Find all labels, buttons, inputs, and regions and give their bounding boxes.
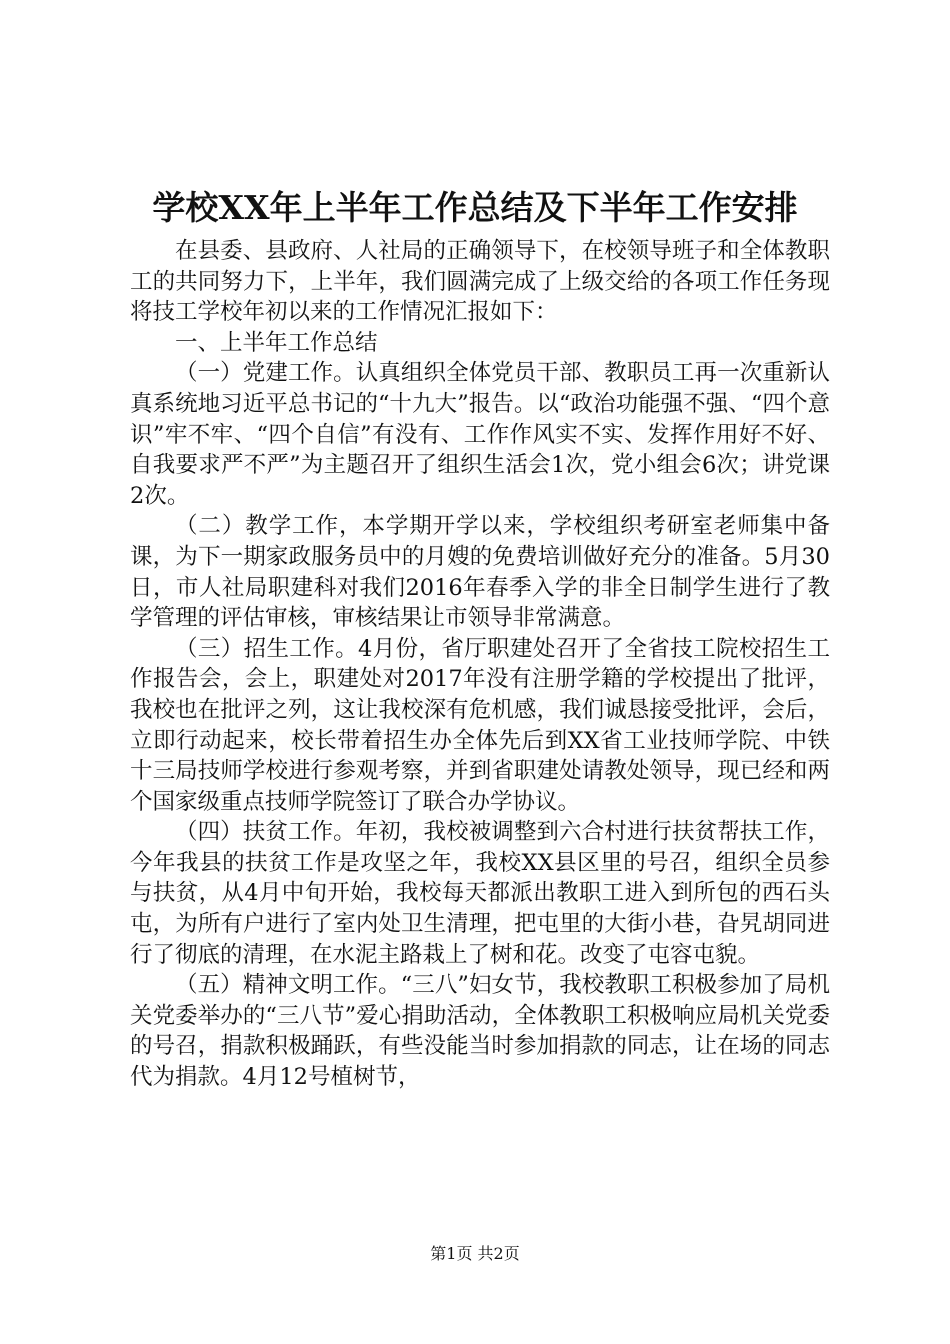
document-title: 学校XX年上半年工作总结及下半年工作安排 bbox=[152, 188, 798, 227]
document-body bbox=[130, 236, 830, 1093]
civilization-paragraph: （五）精神文明工作。“三八”妇女节，我校教职工积极参加了局机关党委举办的“三八节”爱心捐助活动，全体教职工积极响应局机关党委的号召，捐款积极踊跃，有些没能当时参加捐款的同志，让在场的同志代为捐款。4月12号植树节， bbox=[130, 972, 830, 1091]
enrollment-paragraph: （三）招生工作。4月份，省厅职建处召开了全省技工院校招生工作报告会，会上，职建处对2017年没有注册学籍的学校提出了批评，我校也在批评之列，这让我校深有危机感，我们诚恳接受批评，会后，立即行动起来，校长带着招生办全体先后到XX省工业技师学院、中铁十三局技师学校进行参观考察，并到省职建处请教处领导，现已经和两个国家级重点技师学院签订了联合办学协议。 bbox=[130, 635, 830, 815]
party-building-paragraph: （一）党建工作。认真组织全体党员干部、教职员工再一次重新认真系统地习近平总书记的“十九大”报告。以“政治功能强不强、“四个意识”牢不牢、“四个自信”有没有、工作作风实不实、发挥作用好不好、自我要求严不严”为主题召开了组织生活会1次，党小组会6次；讲党课2次。 bbox=[130, 360, 830, 509]
section-heading: 一、上半年工作总结 bbox=[175, 329, 378, 356]
teaching-paragraph: （二）教学工作，本学期开学以来，学校组织考研室老师集中备课，为下一期家政服务员中的月嫂的免费培训做好充分的准备。5月30日，市人社局职建科对我们2016年春季入学的非全日制学生进行了教学管理的评估审核，审核结果让市领导非常满意。 bbox=[130, 513, 830, 632]
poverty-alleviation-paragraph: （四）扶贫工作。年初，我校被调整到六合村进行扶贫帮扶工作，今年我县的扶贫工作是攻坚之年，我校XX县区里的号召，组织全员参与扶贫，从4月中旬开始，我校每天都派出教职工进入到所包的西石头屯，为所有户进行了室内处卫生清理，把屯里的大街小巷，旮旯胡同进行了彻底的清理，在水泥主路栽上了树和花。改变了屯容屯貌。 bbox=[130, 819, 830, 968]
intro-paragraph: 在县委、县政府、人社局的正确领导下，在校领导班子和全体教职工的共同努力下，上半年，我们圆满完成了上级交给的各项工作任务现将技工学校年初以来的工作情况汇报如下： bbox=[130, 238, 830, 326]
page-footer: 第1页 共2页 bbox=[430, 1244, 520, 1263]
